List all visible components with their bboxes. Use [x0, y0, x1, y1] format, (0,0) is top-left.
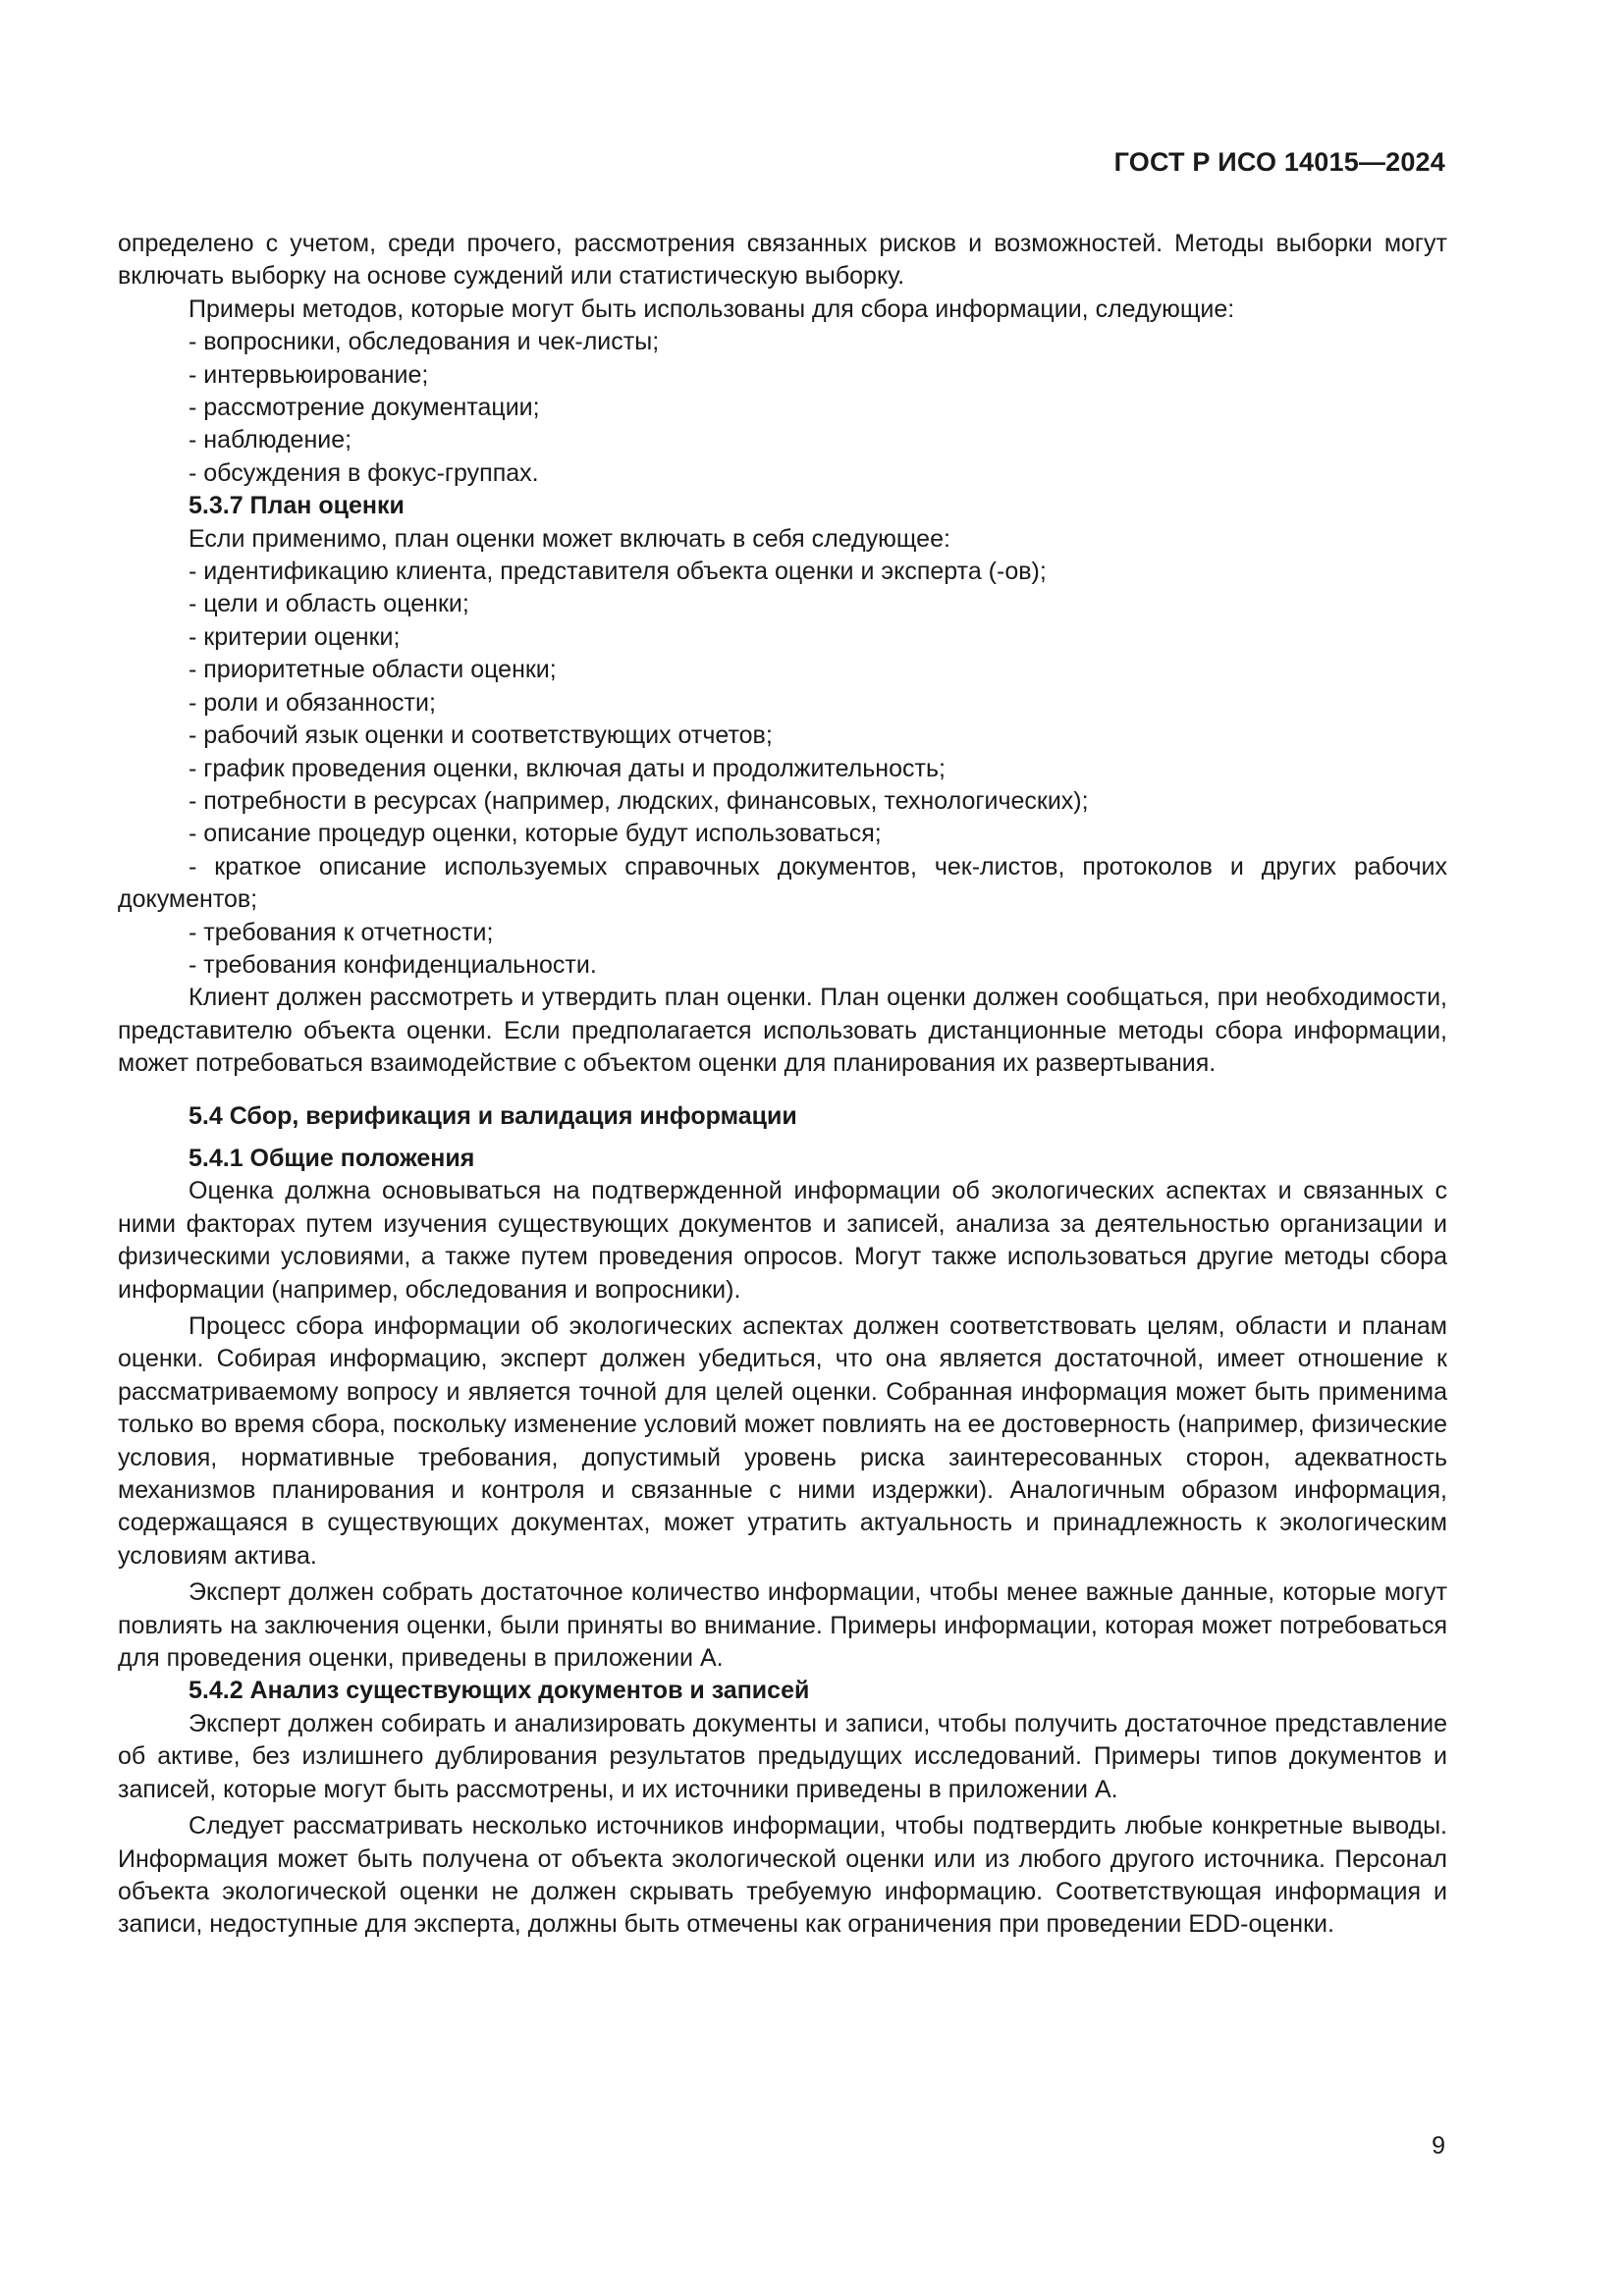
list-item: - рабочий язык оценки и соответствующих отчетов; — [189, 721, 773, 750]
paragraph: Эксперт должен собирать и анализировать документы и записи, чтобы получить достаточное представление об активе, без излишнего дублирования результатов предыдущих исследований. Примеры типов документов и записей, которые могут быть рассмотрены, и их источники приведены в приложении А. — [118, 1709, 1447, 1803]
list-item: - приоритетные области оценки; — [189, 656, 557, 684]
paragraph: Примеры методов, которые могут быть использованы для сбора информации, следующие: — [189, 294, 1235, 323]
paragraph: Оценка должна основываться на подтвержденной информации об экологических аспектах и связанных с ними факторах путем изучения существующих документов и записей, анализа за деятельностью организации и физическими условиями, а также путем проведения опросов. Могут также использоваться другие методы сбора информации (например, обследования и вопросники). — [118, 1177, 1447, 1304]
list-item: - вопросники, обследования и чек-листы; — [189, 328, 660, 356]
list-item: - график проведения оценки, включая даты и продолжительность; — [189, 754, 946, 782]
list-item: - рассмотрение документации; — [189, 394, 540, 422]
paragraph: Процесс сбора информации об экологических аспектах должен соответствовать целям, области и планам оценки. Собирая информацию, эксперт должен убедиться, что она является достаточной, имеет отношение к рассматриваемому вопросу и является точной для целей оценки. Собранная информация может быть применима только во время сбора, поскольку изменение условий может повлиять на ее достоверность (например, физические условия, нормативные требования, допустимый уровень риска заинтересованных сторон, адекватность механизмов планирования и контроля и связанные с ними издержки). Аналогичным образом информация, содержащаяся в существующих документах, может утратить актуальность и принадлежность к экологическим условиям актива. — [118, 1312, 1447, 1570]
list-item: - требования к отчетности; — [189, 918, 494, 946]
list-item: - идентификацию клиента, представителя объекта оценки и эксперта (-ов); — [189, 558, 1047, 586]
list-item: - краткое описание используемых справочных документов, чек-листов, протоколов и других рабочих документов; — [118, 852, 1447, 914]
list-item: - роли и обязанности; — [189, 688, 436, 717]
section-heading: 5.4 Сбор, верификация и валидация информации — [189, 1101, 797, 1130]
subsection-heading: 5.3.7 План оценки — [189, 492, 405, 520]
list-item: - описание процедур оценки, которые будут использоваться; — [189, 820, 882, 848]
list-item: - критерии оценки; — [189, 622, 401, 651]
paragraph: Эксперт должен собрать достаточное количество информации, чтобы менее важные данные, которые могут повлиять на заключения оценки, были приняты во внимание. Примеры информации, которая может потребоваться для проведения оценки, приведены в приложении А. — [118, 1578, 1447, 1673]
paragraph: определено с учетом, среди прочего, рассмотрения связанных рисков и возможностей. Методы выборки могут включать выборку на основе суждений или статистическую выборку. — [118, 230, 1447, 291]
list-item: - цели и область оценки; — [189, 590, 469, 618]
paragraph: Если применимо, план оценки может включать в себя следующее: — [189, 524, 950, 553]
list-item: - обсуждения в фокус-группах. — [189, 458, 539, 487]
subsection-heading: 5.4.2 Анализ существующих документов и записей — [189, 1677, 810, 1705]
paragraph: Клиент должен рассмотреть и утвердить план оценки. План оценки должен сообщаться, при необходимости, представителю объекта оценки. Если предполагается использовать дистанционные методы сбора информации, может потребоваться взаимодействие с объектом оценки для планирования их развертывания. — [118, 984, 1447, 1078]
list-item: - интервьюирование; — [189, 360, 429, 389]
list-item: - наблюдение; — [189, 426, 352, 454]
list-item: - требования конфиденциальности. — [189, 950, 597, 979]
subsection-heading: 5.4.1 Общие положения — [189, 1144, 475, 1172]
list-item: - потребности в ресурсах (например, людских, финансовых, технологических); — [189, 786, 1089, 815]
document-body — [118, 228, 1447, 1942]
page-number: 9 — [1432, 2132, 1445, 2160]
document-header: ГОСТ Р ИСО 14015—2024 — [1113, 147, 1445, 177]
paragraph: Следует рассматривать несколько источников информации, чтобы подтвердить любые конкретные выводы. Информация может быть получена от объекта экологической оценки или из любого другого источника. Персонал объекта экологической оценки не должен скрывать требуемую информацию. Соответствующая информация и записи, недоступные для эксперта, должны быть отмечены как ограничения при проведении EDD-оценки. — [118, 1812, 1447, 1939]
